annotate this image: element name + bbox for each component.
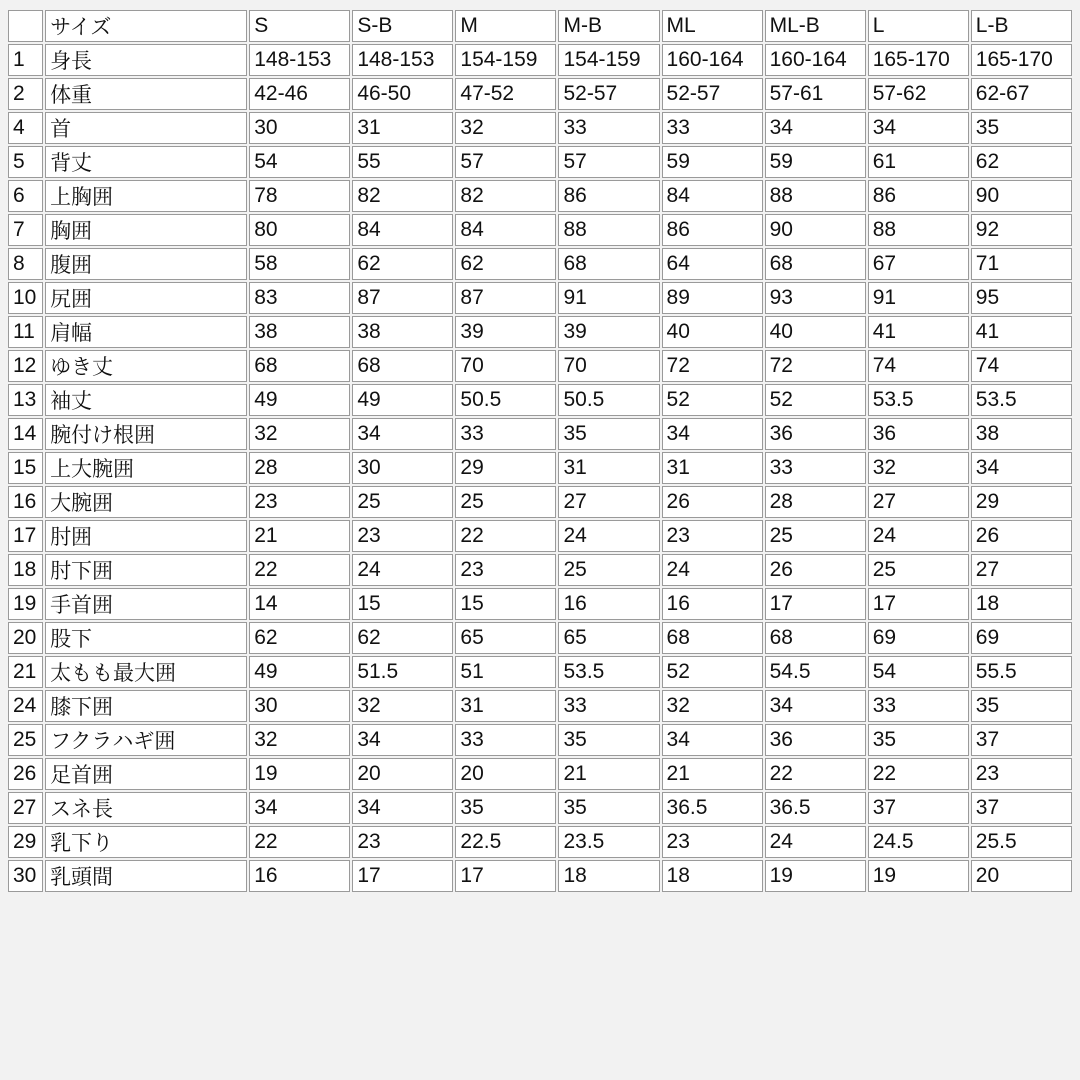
row-label: 上大腕囲 [45, 452, 247, 484]
measurement-cell: 25 [765, 520, 866, 552]
measurement-cell: 33 [662, 112, 763, 144]
measurement-cell: 25 [352, 486, 453, 518]
row-label: 膝下囲 [45, 690, 247, 722]
measurement-cell: 24.5 [868, 826, 969, 858]
measurement-cell: 27 [558, 486, 659, 518]
measurement-cell: 68 [662, 622, 763, 654]
column-header: M-B [558, 10, 659, 42]
measurement-cell: 67 [868, 248, 969, 280]
measurement-cell: 24 [352, 554, 453, 586]
measurement-cell: 21 [662, 758, 763, 790]
measurement-cell: 31 [352, 112, 453, 144]
measurement-cell: 33 [455, 418, 556, 450]
measurement-cell: 38 [249, 316, 350, 348]
measurement-cell: 72 [662, 350, 763, 382]
row-label: 肘下囲 [45, 554, 247, 586]
row-label: スネ長 [45, 792, 247, 824]
measurement-cell: 31 [558, 452, 659, 484]
row-number: 12 [8, 350, 43, 382]
measurement-cell: 35 [558, 792, 659, 824]
measurement-cell: 33 [558, 690, 659, 722]
measurement-cell: 39 [558, 316, 659, 348]
measurement-cell: 34 [971, 452, 1072, 484]
table-row [8, 180, 1072, 212]
measurement-cell: 28 [765, 486, 866, 518]
measurement-cell: 148-153 [249, 44, 350, 76]
measurement-cell: 62 [249, 622, 350, 654]
measurement-cell: 40 [765, 316, 866, 348]
measurement-cell: 30 [249, 690, 350, 722]
row-label: 背丈 [45, 146, 247, 178]
measurement-cell: 52-57 [662, 78, 763, 110]
row-number: 26 [8, 758, 43, 790]
row-number: 29 [8, 826, 43, 858]
measurement-cell: 84 [455, 214, 556, 246]
measurement-cell: 34 [352, 418, 453, 450]
measurement-cell: 37 [971, 724, 1072, 756]
table-row [8, 826, 1072, 858]
row-number: 1 [8, 44, 43, 76]
measurement-cell: 34 [249, 792, 350, 824]
row-label: 胸囲 [45, 214, 247, 246]
header-corner-label: サイズ [45, 10, 247, 42]
measurement-cell: 19 [765, 860, 866, 892]
measurement-cell: 26 [971, 520, 1072, 552]
measurement-cell: 34 [868, 112, 969, 144]
measurement-cell: 34 [352, 724, 453, 756]
measurement-cell: 36 [765, 418, 866, 450]
measurement-cell: 90 [765, 214, 866, 246]
row-number: 24 [8, 690, 43, 722]
row-number: 25 [8, 724, 43, 756]
table-row [8, 792, 1072, 824]
measurement-cell: 83 [249, 282, 350, 314]
measurement-cell: 32 [249, 724, 350, 756]
measurement-cell: 15 [455, 588, 556, 620]
measurement-cell: 18 [662, 860, 763, 892]
row-number: 21 [8, 656, 43, 688]
measurement-cell: 62 [352, 248, 453, 280]
measurement-cell: 22 [868, 758, 969, 790]
measurement-cell: 18 [971, 588, 1072, 620]
row-label: 腹囲 [45, 248, 247, 280]
row-number: 2 [8, 78, 43, 110]
row-number: 30 [8, 860, 43, 892]
measurement-cell: 91 [558, 282, 659, 314]
measurement-cell: 91 [868, 282, 969, 314]
row-number: 10 [8, 282, 43, 314]
measurement-cell: 28 [249, 452, 350, 484]
measurement-cell: 33 [558, 112, 659, 144]
measurement-cell: 36 [765, 724, 866, 756]
measurement-cell: 25.5 [971, 826, 1072, 858]
measurement-cell: 35 [971, 690, 1072, 722]
measurement-cell: 88 [765, 180, 866, 212]
measurement-cell: 70 [455, 350, 556, 382]
measurement-cell: 20 [455, 758, 556, 790]
measurement-cell: 82 [352, 180, 453, 212]
column-header: L [868, 10, 969, 42]
measurement-cell: 62-67 [971, 78, 1072, 110]
row-number: 15 [8, 452, 43, 484]
measurement-cell: 32 [662, 690, 763, 722]
measurement-cell: 148-153 [352, 44, 453, 76]
measurement-cell: 23 [971, 758, 1072, 790]
row-label: 尻囲 [45, 282, 247, 314]
measurement-cell: 93 [765, 282, 866, 314]
measurement-cell: 84 [352, 214, 453, 246]
row-label: 肩幅 [45, 316, 247, 348]
row-label: 大腕囲 [45, 486, 247, 518]
table-row [8, 282, 1072, 314]
measurement-cell: 49 [249, 384, 350, 416]
measurement-cell: 87 [352, 282, 453, 314]
measurement-cell: 64 [662, 248, 763, 280]
measurement-cell: 74 [971, 350, 1072, 382]
measurement-cell: 54.5 [765, 656, 866, 688]
measurement-cell: 31 [662, 452, 763, 484]
measurement-cell: 16 [662, 588, 763, 620]
measurement-cell: 49 [249, 656, 350, 688]
measurement-cell: 52-57 [558, 78, 659, 110]
row-number: 8 [8, 248, 43, 280]
measurement-cell: 17 [868, 588, 969, 620]
table-header-row [8, 10, 1072, 42]
measurement-cell: 54 [249, 146, 350, 178]
measurement-cell: 14 [249, 588, 350, 620]
measurement-cell: 36.5 [765, 792, 866, 824]
measurement-cell: 78 [249, 180, 350, 212]
measurement-cell: 22 [249, 826, 350, 858]
measurement-cell: 82 [455, 180, 556, 212]
measurement-cell: 88 [558, 214, 659, 246]
table-row [8, 486, 1072, 518]
row-label: 太もも最大囲 [45, 656, 247, 688]
measurement-cell: 35 [558, 418, 659, 450]
measurement-cell: 89 [662, 282, 763, 314]
measurement-cell: 154-159 [558, 44, 659, 76]
table-row [8, 146, 1072, 178]
measurement-cell: 34 [352, 792, 453, 824]
measurement-cell: 38 [352, 316, 453, 348]
measurement-cell: 165-170 [868, 44, 969, 76]
measurement-cell: 31 [455, 690, 556, 722]
row-number: 19 [8, 588, 43, 620]
measurement-cell: 26 [765, 554, 866, 586]
measurement-cell: 19 [249, 758, 350, 790]
measurement-cell: 26 [662, 486, 763, 518]
table-row [8, 860, 1072, 892]
measurement-cell: 70 [558, 350, 659, 382]
measurement-cell: 20 [352, 758, 453, 790]
measurement-cell: 80 [249, 214, 350, 246]
measurement-cell: 33 [868, 690, 969, 722]
measurement-cell: 23 [249, 486, 350, 518]
table-row [8, 350, 1072, 382]
measurement-cell: 68 [249, 350, 350, 382]
measurement-cell: 53.5 [971, 384, 1072, 416]
measurement-cell: 23 [352, 826, 453, 858]
table-row [8, 724, 1072, 756]
measurement-cell: 22 [765, 758, 866, 790]
row-label: 股下 [45, 622, 247, 654]
measurement-cell: 54 [868, 656, 969, 688]
table-row [8, 554, 1072, 586]
column-header: S-B [352, 10, 453, 42]
measurement-cell: 50.5 [558, 384, 659, 416]
measurement-cell: 61 [868, 146, 969, 178]
measurement-cell: 47-52 [455, 78, 556, 110]
measurement-cell: 15 [352, 588, 453, 620]
measurement-cell: 32 [249, 418, 350, 450]
measurement-cell: 23 [455, 554, 556, 586]
measurement-cell: 57 [455, 146, 556, 178]
row-label: 肘囲 [45, 520, 247, 552]
measurement-cell: 57-62 [868, 78, 969, 110]
measurement-cell: 69 [971, 622, 1072, 654]
measurement-cell: 33 [765, 452, 866, 484]
table-row [8, 112, 1072, 144]
measurement-cell: 29 [971, 486, 1072, 518]
measurement-cell: 35 [971, 112, 1072, 144]
table-row [8, 656, 1072, 688]
measurement-cell: 23 [662, 520, 763, 552]
measurement-cell: 58 [249, 248, 350, 280]
measurement-cell: 72 [765, 350, 866, 382]
measurement-cell: 68 [765, 248, 866, 280]
measurement-cell: 38 [971, 418, 1072, 450]
row-label: 身長 [45, 44, 247, 76]
measurement-cell: 37 [971, 792, 1072, 824]
row-label: 手首囲 [45, 588, 247, 620]
measurement-cell: 25 [558, 554, 659, 586]
measurement-cell: 55.5 [971, 656, 1072, 688]
row-number: 18 [8, 554, 43, 586]
measurement-cell: 30 [352, 452, 453, 484]
measurement-cell: 24 [868, 520, 969, 552]
measurement-cell: 86 [868, 180, 969, 212]
measurement-cell: 25 [868, 554, 969, 586]
row-number: 11 [8, 316, 43, 348]
measurement-cell: 53.5 [558, 656, 659, 688]
measurement-cell: 90 [971, 180, 1072, 212]
measurement-cell: 71 [971, 248, 1072, 280]
table-row [8, 248, 1072, 280]
column-header: ML [662, 10, 763, 42]
row-label: 乳頭間 [45, 860, 247, 892]
measurement-cell: 65 [558, 622, 659, 654]
measurement-cell: 88 [868, 214, 969, 246]
header-corner-blank [8, 10, 43, 42]
table-row [8, 384, 1072, 416]
row-label: 袖丈 [45, 384, 247, 416]
measurement-cell: 68 [352, 350, 453, 382]
measurement-cell: 95 [971, 282, 1072, 314]
measurement-cell: 68 [558, 248, 659, 280]
measurement-cell: 17 [352, 860, 453, 892]
row-label: 首 [45, 112, 247, 144]
measurement-cell: 69 [868, 622, 969, 654]
row-label: ゆき丈 [45, 350, 247, 382]
table-row [8, 622, 1072, 654]
row-number: 6 [8, 180, 43, 212]
measurement-cell: 37 [868, 792, 969, 824]
measurement-cell: 74 [868, 350, 969, 382]
measurement-cell: 65 [455, 622, 556, 654]
row-number: 20 [8, 622, 43, 654]
table-row [8, 758, 1072, 790]
measurement-cell: 34 [765, 112, 866, 144]
column-header: S [249, 10, 350, 42]
measurement-cell: 17 [765, 588, 866, 620]
measurement-cell: 24 [765, 826, 866, 858]
measurement-cell: 23 [662, 826, 763, 858]
measurement-cell: 24 [558, 520, 659, 552]
table-row [8, 316, 1072, 348]
measurement-cell: 52 [662, 384, 763, 416]
measurement-cell: 86 [558, 180, 659, 212]
measurement-cell: 41 [868, 316, 969, 348]
table-row [8, 44, 1072, 76]
measurement-cell: 22.5 [455, 826, 556, 858]
measurement-cell: 50.5 [455, 384, 556, 416]
measurement-cell: 35 [868, 724, 969, 756]
measurement-cell: 51.5 [352, 656, 453, 688]
measurement-cell: 41 [971, 316, 1072, 348]
measurement-cell: 23.5 [558, 826, 659, 858]
column-header: M [455, 10, 556, 42]
measurement-cell: 36 [868, 418, 969, 450]
measurement-cell: 51 [455, 656, 556, 688]
row-number: 16 [8, 486, 43, 518]
row-number: 4 [8, 112, 43, 144]
measurement-cell: 32 [352, 690, 453, 722]
measurement-cell: 22 [249, 554, 350, 586]
row-number: 7 [8, 214, 43, 246]
measurement-cell: 33 [455, 724, 556, 756]
table-row [8, 452, 1072, 484]
table-row [8, 520, 1072, 552]
measurement-cell: 55 [352, 146, 453, 178]
measurement-cell: 46-50 [352, 78, 453, 110]
measurement-cell: 21 [558, 758, 659, 790]
table-row [8, 690, 1072, 722]
measurement-cell: 18 [558, 860, 659, 892]
measurement-cell: 19 [868, 860, 969, 892]
measurement-cell: 57-61 [765, 78, 866, 110]
measurement-cell: 32 [868, 452, 969, 484]
measurement-cell: 154-159 [455, 44, 556, 76]
measurement-cell: 34 [662, 724, 763, 756]
measurement-cell: 16 [558, 588, 659, 620]
measurement-cell: 87 [455, 282, 556, 314]
measurement-cell: 21 [249, 520, 350, 552]
measurement-cell: 62 [455, 248, 556, 280]
measurement-cell: 34 [765, 690, 866, 722]
measurement-cell: 39 [455, 316, 556, 348]
column-header: ML-B [765, 10, 866, 42]
measurement-cell: 24 [662, 554, 763, 586]
row-number: 27 [8, 792, 43, 824]
measurement-cell: 40 [662, 316, 763, 348]
table-row [8, 588, 1072, 620]
measurement-cell: 165-170 [971, 44, 1072, 76]
measurement-cell: 68 [765, 622, 866, 654]
table-row [8, 214, 1072, 246]
measurement-cell: 59 [662, 146, 763, 178]
table-row [8, 78, 1072, 110]
table-row [8, 418, 1072, 450]
measurement-cell: 42-46 [249, 78, 350, 110]
measurement-cell: 29 [455, 452, 556, 484]
row-number: 5 [8, 146, 43, 178]
measurement-cell: 86 [662, 214, 763, 246]
row-number: 17 [8, 520, 43, 552]
measurement-cell: 34 [662, 418, 763, 450]
measurement-cell: 62 [971, 146, 1072, 178]
row-number: 14 [8, 418, 43, 450]
measurement-cell: 35 [455, 792, 556, 824]
row-label: フクラハギ囲 [45, 724, 247, 756]
row-label: 上胸囲 [45, 180, 247, 212]
row-label: 足首囲 [45, 758, 247, 790]
row-number: 13 [8, 384, 43, 416]
measurement-cell: 84 [662, 180, 763, 212]
measurement-cell: 52 [765, 384, 866, 416]
measurement-cell: 160-164 [765, 44, 866, 76]
measurement-cell: 49 [352, 384, 453, 416]
measurement-cell: 52 [662, 656, 763, 688]
measurement-cell: 22 [455, 520, 556, 552]
measurement-cell: 62 [352, 622, 453, 654]
measurement-cell: 160-164 [662, 44, 763, 76]
column-header: L-B [971, 10, 1072, 42]
measurement-cell: 16 [249, 860, 350, 892]
measurement-cell: 27 [868, 486, 969, 518]
measurement-cell: 57 [558, 146, 659, 178]
row-label: 腕付け根囲 [45, 418, 247, 450]
measurement-cell: 59 [765, 146, 866, 178]
measurement-cell: 32 [455, 112, 556, 144]
measurement-cell: 30 [249, 112, 350, 144]
measurement-cell: 92 [971, 214, 1072, 246]
size-chart-table [6, 8, 1074, 894]
measurement-cell: 17 [455, 860, 556, 892]
measurement-cell: 35 [558, 724, 659, 756]
measurement-cell: 25 [455, 486, 556, 518]
measurement-cell: 20 [971, 860, 1072, 892]
row-label: 体重 [45, 78, 247, 110]
measurement-cell: 53.5 [868, 384, 969, 416]
measurement-cell: 23 [352, 520, 453, 552]
row-label: 乳下り [45, 826, 247, 858]
measurement-cell: 27 [971, 554, 1072, 586]
measurement-cell: 36.5 [662, 792, 763, 824]
